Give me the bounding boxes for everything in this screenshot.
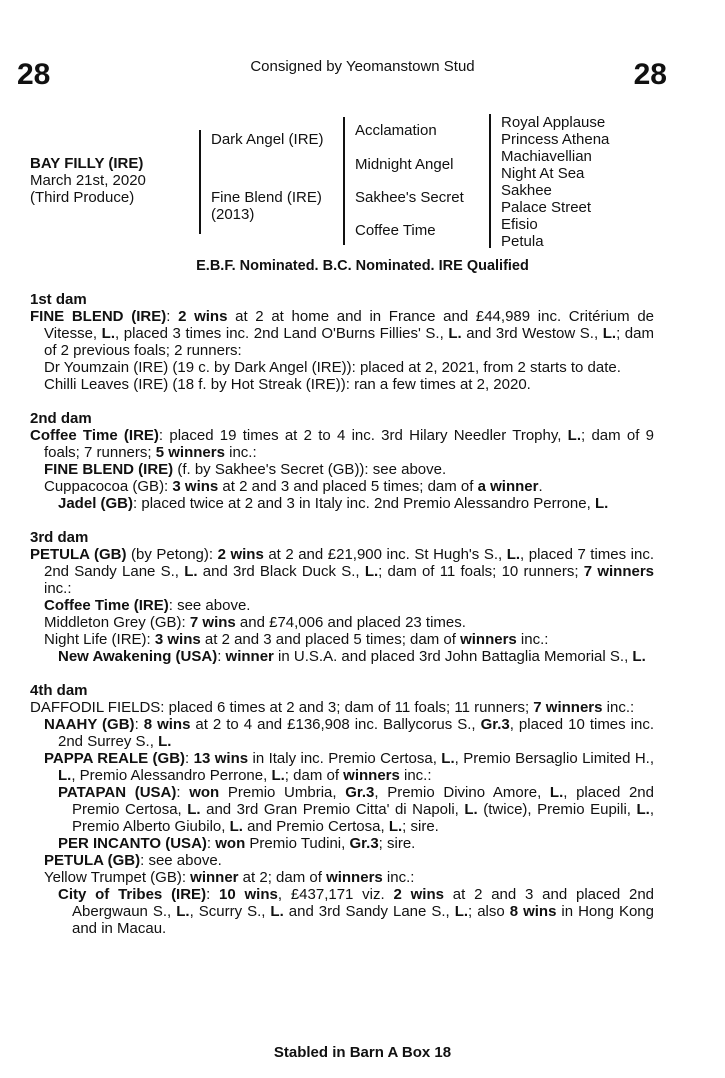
pedigree-bracket-3 — [489, 114, 491, 248]
record-entry — [44, 376, 654, 393]
text-run: and £74,006 and placed 23 times. — [235, 614, 466, 631]
bold-text: 8 wins — [509, 903, 557, 920]
dam-section — [30, 682, 654, 937]
g3-1: Royal Applause — [501, 114, 606, 131]
text-run: : placed 19 times at 2 to 4 inc. 3rd Hilary Needler Trophy, — [158, 427, 568, 444]
text-run: (f. by Sakhee's Secret (GB)): see above. — [173, 461, 447, 478]
bold-text: L. — [632, 648, 646, 665]
bold-text: 5 winners — [155, 444, 225, 461]
bold-text: L. — [364, 563, 379, 580]
text-run: : — [185, 750, 194, 767]
text-run: in U.S.A. and placed 3rd John Battaglia Memorial S., — [273, 648, 633, 665]
g3-6: Palace Street — [501, 199, 592, 216]
bold-text: Coffee Time (IRE) — [30, 427, 159, 444]
record-entry — [58, 495, 654, 512]
bold-text: L. — [594, 495, 609, 512]
text-run: inc.: — [224, 444, 257, 461]
produce-note: (Third Produce) — [30, 189, 135, 206]
text-run: at 2 and 3 and placed 5 times; dam of — [200, 631, 461, 648]
bold-text: L. — [184, 563, 198, 580]
record-entry — [44, 478, 654, 495]
bold-text: Gr.3 — [349, 835, 379, 852]
dam: Fine Blend (IRE) (2013) — [211, 189, 322, 223]
bold-text: won — [215, 835, 246, 852]
bold-text: L. — [176, 903, 190, 920]
bold-text: won — [189, 784, 220, 801]
bold-text: 8 wins — [143, 716, 191, 733]
g3-2: Princess Athena — [501, 131, 610, 148]
text-run: Dr Youmzain (IRE) (19 c. by Dark Angel (IRE)): placed at 2, 2021, from 2 starts to date. — [44, 359, 621, 376]
text-run: , placed 10 times inc. 2nd Surrey S., — [58, 716, 654, 750]
text-run: : see above. — [168, 597, 251, 614]
text-run: and 3rd Westow S., — [461, 325, 603, 342]
bold-text: Gr.3 — [480, 716, 510, 733]
bold-text: 7 winners — [533, 699, 603, 716]
text-run: DAFFODIL FIELDS: placed 6 times at 2 and 3; dam of 11 foals; 11 runners; — [30, 699, 534, 716]
text-run: : placed twice at 2 and 3 in Italy inc. 2nd Premio Alessandro Perrone, — [133, 495, 595, 512]
text-run: ; dam of 11 foals; 10 runners; — [378, 563, 584, 580]
lot-number-left: 28 — [17, 58, 51, 91]
nominations-line: E.B.F. Nominated. B.C. Nominated. IRE Qualified — [196, 258, 529, 274]
text-run: Chilli Leaves (IRE) (18 f. by Hot Streak (IRE)): ran a few times at 2, 2020. — [44, 376, 531, 393]
bold-text: PETULA (GB) — [44, 852, 141, 869]
text-run: at 2 and £21,900 inc. St Hugh's S., — [263, 546, 507, 563]
text-run: Cuppacocoa (GB): — [44, 478, 173, 495]
bold-text: L. — [636, 801, 650, 818]
text-run: : — [166, 308, 179, 325]
bold-text: Jadel (GB) — [58, 495, 134, 512]
text-run: . — [538, 478, 543, 495]
text-run: ; dam of — [284, 767, 344, 784]
bold-text: PATAPAN (USA) — [58, 784, 177, 801]
record-entry — [58, 648, 654, 665]
record-entry — [44, 461, 654, 478]
section-heading: 3rd dam — [30, 529, 89, 546]
bold-text: PAPPA REALE (GB) — [44, 750, 186, 767]
text-run: : — [134, 716, 144, 733]
bold-text: 2 wins — [178, 308, 228, 325]
pedigree-bracket-1 — [199, 130, 201, 234]
consignor-line: Consigned by Yeomanstown Stud — [250, 58, 475, 75]
bold-text: L. — [270, 903, 284, 920]
bold-text: L. — [158, 733, 172, 750]
text-run: inc.: — [516, 631, 549, 648]
text-run: , placed 2nd Premio Certosa, — [72, 784, 654, 818]
record-entry — [44, 614, 654, 631]
bold-text: 10 wins — [219, 886, 278, 903]
text-run: at 2 to 4 and £136,908 inc. Ballycorus S., — [190, 716, 481, 733]
bold-text: L. — [454, 903, 469, 920]
text-run: , £437,171 viz. — [277, 886, 394, 903]
bold-text: 3 wins — [172, 478, 219, 495]
bold-text: winner — [190, 869, 239, 886]
bold-text: FINE BLEND (IRE) — [44, 461, 174, 478]
bold-text: L. — [602, 325, 617, 342]
bold-text: L. — [549, 784, 564, 801]
text-run: , placed 3 times inc. 2nd Land O'Burns Fillies' S., — [115, 325, 449, 342]
text-run: : — [206, 886, 220, 903]
bold-text: L. — [187, 801, 201, 818]
text-run: at 2 and 3 and placed 5 times; dam of — [218, 478, 478, 495]
bold-text: FINE BLEND (IRE) — [30, 308, 167, 325]
sire-dam: Midnight Angel — [355, 156, 454, 173]
bold-text: 7 wins — [189, 614, 236, 631]
bold-text: winners — [343, 767, 400, 784]
bold-text: 2 wins — [393, 886, 444, 903]
g3-5: Sakhee — [501, 182, 552, 199]
bold-text: 3 wins — [154, 631, 201, 648]
record-entry — [44, 716, 654, 750]
text-run: , Premio Divino Amore, — [374, 784, 550, 801]
text-run: at 2 and 3 and placed 2nd Abergwaun S., — [72, 886, 654, 920]
text-run: ; dam of 2 previous foals; 2 runners: — [44, 325, 654, 359]
sire: Dark Angel (IRE) — [211, 131, 324, 148]
bold-text: L. — [506, 546, 521, 563]
bold-text: a winner — [477, 478, 539, 495]
bold-text: winner — [225, 648, 274, 665]
bold-text: L. — [271, 767, 285, 784]
text-run: ; sire. — [402, 818, 439, 835]
g3-4: Night At Sea — [501, 165, 585, 182]
bold-text: L. — [567, 427, 582, 444]
text-run: Middleton Grey (GB): — [44, 614, 190, 631]
record-entry — [30, 546, 654, 597]
record-entry — [44, 597, 654, 614]
text-run: , Premio Bersaglio Limited H., — [454, 750, 655, 767]
text-run: at 2; dam of — [238, 869, 327, 886]
record-entry — [58, 784, 654, 835]
text-run: : — [206, 835, 216, 852]
text-run: (twice), Premio Eupili, — [477, 801, 637, 818]
record-entry — [30, 427, 654, 461]
text-run: and 3rd Gran Premio Citta' di Napoli, — [200, 801, 465, 818]
horse-name: BAY FILLY (IRE) — [30, 155, 144, 172]
bold-text: L. — [441, 750, 455, 767]
text-run: : see above. — [140, 852, 222, 869]
text-run: ; also — [468, 903, 510, 920]
text-run: in Hong Kong and in Macau. — [72, 903, 654, 937]
section-heading: 1st dam — [30, 291, 87, 308]
bold-text: 7 winners — [583, 563, 655, 580]
record-entry — [30, 699, 654, 716]
record-entry — [58, 835, 654, 852]
section-heading: 2nd dam — [30, 410, 92, 427]
text-run: inc.: — [602, 699, 635, 716]
g3-8: Petula — [501, 233, 544, 250]
text-run: (by Petong): — [126, 546, 218, 563]
bold-text: winners — [326, 869, 383, 886]
record-entry — [58, 886, 654, 937]
g3-3: Machiavellian — [501, 148, 592, 165]
record-entry — [44, 852, 654, 869]
bold-text: Coffee Time (IRE) — [44, 597, 169, 614]
text-run: Premio Tudini, — [245, 835, 350, 852]
text-run: : — [176, 784, 190, 801]
bold-text: NAAHY (GB) — [44, 716, 135, 733]
section-heading: 4th dam — [30, 682, 88, 699]
foaling-date: March 21st, 2020 — [30, 172, 146, 189]
text-run: , Premio Alessandro Perrone, — [71, 767, 272, 784]
bold-text: PER INCANTO (USA) — [58, 835, 207, 852]
text-run: ; dam of 9 foals; 7 runners; — [44, 427, 654, 461]
text-run: in Italy inc. Premio Certosa, — [248, 750, 442, 767]
stabling-footer: Stabled in Barn A Box 18 — [273, 1044, 452, 1061]
text-run: at 2 at home and in France and £44,989 inc. Critérium de Vitesse, — [44, 308, 655, 342]
text-run: , Premio Alberto Giubilo, — [72, 801, 655, 835]
text-run: Yellow Trumpet (GB): — [44, 869, 191, 886]
bold-text: L. — [58, 767, 72, 784]
lot-number-right: 28 — [633, 58, 667, 91]
text-run: and 3rd Sandy Lane S., — [283, 903, 455, 920]
g3-7: Efisio — [501, 216, 538, 233]
text-run: inc.: — [44, 580, 72, 597]
dam-section — [30, 291, 654, 393]
text-run: inc.: — [382, 869, 415, 886]
bold-text: L. — [388, 818, 403, 835]
text-run: , Scurry S., — [189, 903, 271, 920]
dam-section — [30, 410, 654, 512]
dam-dam: Coffee Time — [355, 222, 436, 239]
record-entry — [44, 359, 654, 376]
bold-text: City of Tribes (IRE) — [58, 886, 207, 903]
pedigree-bracket-2 — [343, 117, 345, 245]
text-run: inc.: — [399, 767, 432, 784]
third-generation — [501, 114, 609, 250]
text-run: ; sire. — [378, 835, 416, 852]
pedigree-body — [30, 291, 654, 954]
text-run: Premio Umbria, — [219, 784, 346, 801]
record-entry — [44, 869, 654, 886]
bold-text: Gr.3 — [345, 784, 375, 801]
text-run: , placed 7 times inc. 2nd Sandy Lane S., — [44, 546, 655, 580]
bold-text: L. — [229, 818, 243, 835]
dam-section — [30, 529, 654, 665]
bold-text: New Awakening (USA) — [58, 648, 218, 665]
text-run: and Premio Certosa, — [242, 818, 389, 835]
horse-info — [30, 155, 146, 206]
record-entry — [44, 750, 654, 784]
bold-text: L. — [101, 325, 116, 342]
record-entry — [44, 631, 654, 648]
text-run: : — [217, 648, 226, 665]
dam-sire: Sakhee's Secret — [355, 189, 464, 206]
bold-text: L. — [464, 801, 478, 818]
record-entry — [30, 308, 654, 359]
bold-text: 2 wins — [217, 546, 264, 563]
text-run: Night Life (IRE): — [44, 631, 155, 648]
bold-text: winners — [460, 631, 517, 648]
bold-text: PETULA (GB) — [30, 546, 127, 563]
sire-sire: Acclamation — [355, 122, 437, 139]
bold-text: 13 wins — [193, 750, 249, 767]
bold-text: L. — [448, 325, 462, 342]
text-run: and 3rd Black Duck S., — [197, 563, 365, 580]
